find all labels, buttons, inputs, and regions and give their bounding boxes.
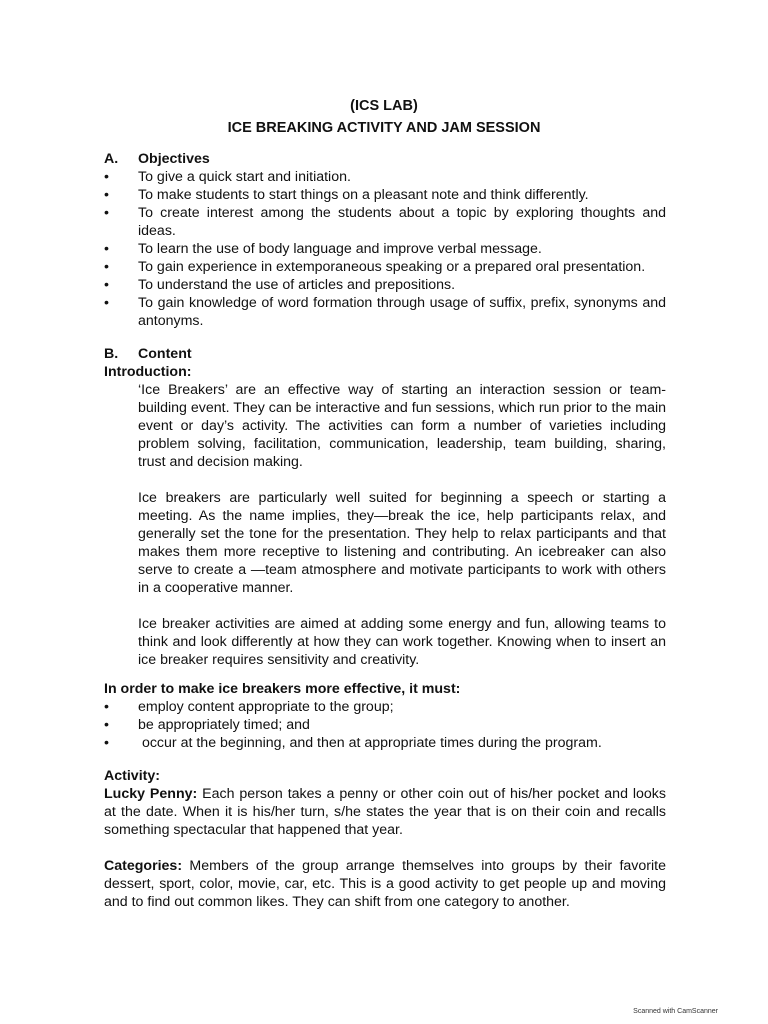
section-activity xyxy=(104,767,666,911)
list-item: • To understand the use of articles and prepositions. xyxy=(104,277,456,293)
activity-description: Each person takes a penny or other coin out of his/her pocket and looks at the date. When it is his/her turn, s/he states the year that is on their coin and recalls something spectacular that happened that year. xyxy=(104,786,666,838)
activity-description: Members of the group arrange themselves into groups by their favorite dessert, sport, color, movie, car, etc. This is a good activity to get people up and moving and to find out common likes. They can shift from one category to another. xyxy=(104,858,666,910)
section-letter: B. xyxy=(104,346,119,362)
paragraph: ‘Ice Breakers’ are an effective way of starting an interaction session or team-building event. They can be interactive and fun sessions, which run prior to the main event or day’s activity. The activities can form a number of varieties including problem solving, facilitation, communication, leadership, team building, sharing, trust and decision making. xyxy=(138,382,666,470)
list-item: • To make students to start things on a pleasant note and think differently. xyxy=(104,187,589,203)
bullet-icon: • xyxy=(104,169,109,185)
section-heading: Content xyxy=(138,346,192,362)
document-title xyxy=(0,95,768,139)
bullet-icon: • xyxy=(104,717,109,733)
list-item: • occur at the beginning, and then at appropriate times during the program. xyxy=(104,735,602,751)
activity-lucky-penny xyxy=(104,785,666,839)
bullet-icon: • xyxy=(104,735,109,751)
activity-categories xyxy=(104,857,666,911)
paragraph: Ice breaker activities are aimed at adding some energy and fun, allowing teams to think and look differently at how they can work together. Knowing when to insert an ice breaker requires sensitivity and creativity. xyxy=(138,616,666,668)
effectiveness-list xyxy=(104,698,666,752)
list-item: • To give a quick start and initiation. xyxy=(104,169,351,185)
bullet-icon: • xyxy=(104,277,109,293)
activity-name: Lucky Penny: xyxy=(104,786,198,802)
section-heading: Objectives xyxy=(138,151,210,167)
bullet-icon: • xyxy=(104,699,109,715)
effectiveness-heading: In order to make ice breakers more effective, it must: xyxy=(104,681,461,697)
bullet-icon: • xyxy=(104,241,109,257)
title-line-2: ICE BREAKING ACTIVITY AND JAM SESSION xyxy=(227,120,541,136)
section-effectiveness xyxy=(104,680,666,752)
list-item: • To learn the use of body language and improve verbal message. xyxy=(104,241,542,257)
content-heading xyxy=(104,345,666,363)
title-line-1: (ICS LAB) xyxy=(350,98,418,114)
bullet-icon: • xyxy=(104,205,109,221)
bullet-icon: • xyxy=(104,295,109,311)
objectives-heading xyxy=(104,150,666,168)
paragraph: Ice breakers are particularly well suited for beginning a speech or starting a meeting. As the name implies, they—break the ice, help participants relax, and generally set the tone for the presentation. They help to relax participants and that makes them more receptive to listening and contributing. An icebreaker can also serve to create a —team atmosphere and motivate participants to work with others in a cooperative manner. xyxy=(138,490,666,596)
objectives-list xyxy=(104,168,666,330)
list-item: • be appropriately timed; and xyxy=(104,717,310,733)
bullet-icon: • xyxy=(104,187,109,203)
activity-name: Categories: xyxy=(104,858,183,874)
bullet-icon: • xyxy=(104,259,109,275)
activity-heading: Activity: xyxy=(104,768,160,784)
list-item: • employ content appropriate to the group; xyxy=(104,699,394,715)
list-item: • To gain knowledge of word formation through usage of suffix, prefix, synonyms and antonyms. xyxy=(104,295,666,329)
section-content xyxy=(104,345,666,669)
list-item: • To create interest among the students about a topic by exploring thoughts and ideas. xyxy=(104,205,666,239)
list-item: • To gain experience in extemporaneous speaking or a prepared oral presentation. xyxy=(104,259,646,275)
introduction-heading: Introduction: xyxy=(104,364,192,380)
section-letter: A. xyxy=(104,151,119,167)
scanner-watermark: Scanned with CamScanner xyxy=(633,1008,718,1015)
section-objectives xyxy=(104,150,666,330)
